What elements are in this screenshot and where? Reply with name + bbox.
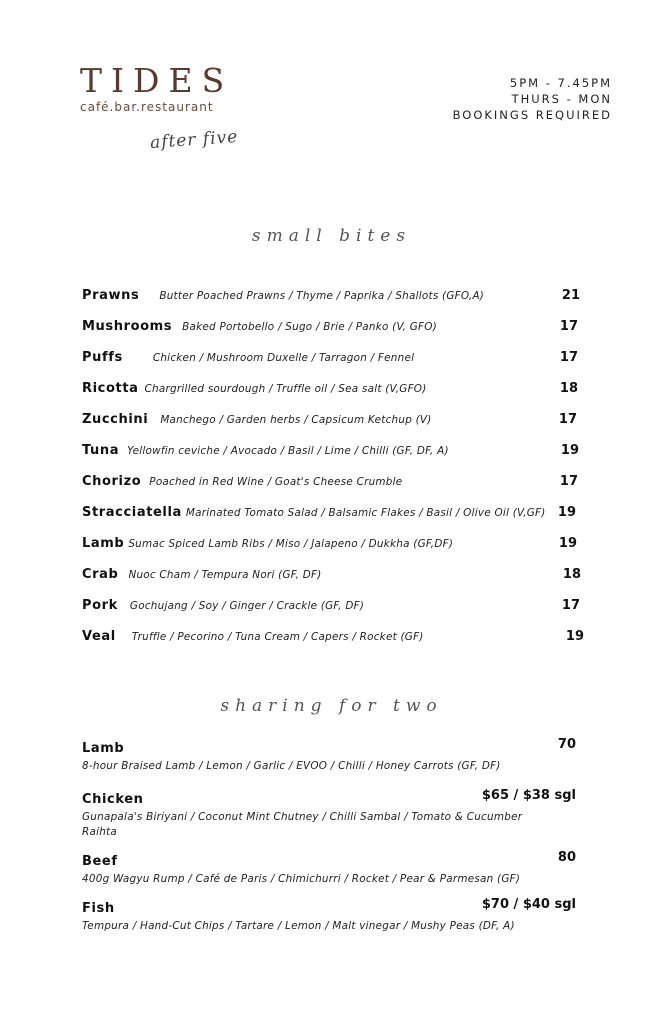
item-description: Nuoc Cham / Tempura Nori (GF, DF) — [128, 569, 322, 581]
item-price: 17 — [559, 474, 578, 489]
opening-hours — [453, 75, 612, 123]
menu-item — [82, 474, 582, 496]
item-name: Chorizo — [82, 474, 142, 489]
sharing-item — [82, 897, 576, 934]
item-name: Lamb — [82, 741, 125, 756]
item-name: Fish — [82, 901, 115, 916]
item-price: $70 / $40 sgl — [481, 897, 576, 912]
item-name: Zucchini — [82, 412, 149, 427]
item-name: Veal — [82, 629, 116, 644]
brand-subtitle: café.bar.restaurant — [80, 100, 214, 114]
item-name: Tuna — [82, 443, 120, 458]
menu-item — [82, 443, 582, 465]
item-description: Chargrilled sourdough / Truffle oil / Sea salt (V,GFO) — [144, 383, 427, 395]
item-description: Gochujang / Soy / Ginger / Crackle (GF, DF) — [129, 600, 365, 612]
item-name: Ricotta — [82, 381, 139, 396]
sharing-item — [82, 850, 576, 887]
item-name: Stracciatella — [82, 505, 182, 520]
menu-item — [82, 319, 582, 341]
item-price: 17 — [561, 598, 580, 613]
brand-logo — [80, 61, 234, 114]
item-price: 80 — [557, 850, 576, 865]
menu-item — [82, 381, 582, 403]
item-name: Chicken — [82, 792, 144, 807]
menu-item — [82, 412, 582, 434]
item-name: Crab — [82, 567, 119, 582]
menu-item — [82, 288, 582, 310]
section-title-sharing: sharing for two — [220, 696, 443, 716]
item-description: Tempura / Hand-Cut Chips / Tartare / Lemon / Malt vinegar / Mushy Peas (DF, A) — [82, 920, 515, 932]
item-description: 8-hour Braised Lamb / Lemon / Garlic / EVOO / Chilli / Honey Carrots (GF, DF) — [82, 760, 501, 772]
brand-name: TIDES — [80, 61, 234, 100]
menu-item — [82, 505, 582, 527]
item-description: Manchego / Garden herbs / Capsicum Ketchup (V) — [160, 414, 432, 426]
menu-item — [82, 536, 582, 558]
item-description: Poached in Red Wine / Goat's Cheese Crumble — [149, 476, 403, 488]
item-price: 21 — [561, 288, 580, 303]
hours-days: THURS - MON — [511, 92, 612, 106]
item-price: 70 — [557, 737, 576, 752]
item-name: Lamb — [82, 536, 125, 551]
sharing-item — [82, 737, 576, 774]
brand-script-tagline: after five — [149, 126, 239, 154]
item-price: 19 — [565, 629, 584, 644]
item-name: Prawns — [82, 288, 140, 303]
item-description: Chicken / Mushroom Duxelle / Tarragon / Fennel — [152, 352, 415, 364]
item-description: 400g Wagyu Rump / Café de Paris / Chimichurri / Rocket / Pear & Parmesan (GF) — [82, 873, 521, 885]
item-price: 18 — [559, 381, 578, 396]
hours-time: 5PM - 7.45PM — [509, 76, 612, 90]
item-description: Sumac Spiced Lamb Ribs / Miso / Jalapeno / Dukkha (GF,DF) — [128, 538, 454, 550]
hours-bookings: BOOKINGS REQUIRED — [452, 108, 612, 122]
item-description: Truffle / Pecorino / Tuna Cream / Capers / Rocket (GF) — [131, 631, 424, 643]
item-description: Butter Poached Prawns / Thyme / Paprika / Shallots (GFO,A) — [159, 290, 485, 302]
item-description: Baked Portobello / Sugo / Brie / Panko (V, GFO) — [182, 321, 438, 333]
item-description: Gunapala's Biriyani / Coconut Mint Chutney / Chilli Sambal / Tomato & Cucumber Raihta — [82, 811, 523, 838]
menu-item — [82, 350, 582, 372]
menu-item — [82, 629, 582, 651]
item-name: Puffs — [82, 350, 123, 365]
item-description: Marinated Tomato Salad / Balsamic Flakes / Basil / Olive Oil (V,GF) — [185, 507, 546, 519]
menu-item — [82, 598, 582, 620]
item-name: Beef — [82, 854, 118, 869]
item-price: 17 — [559, 350, 578, 365]
item-price: 19 — [557, 505, 576, 520]
item-name: Mushrooms — [82, 319, 173, 334]
item-price: 17 — [558, 412, 577, 427]
item-description: Yellowfin ceviche / Avocado / Basil / Lime / Chilli (GF, DF, A) — [127, 445, 449, 457]
item-price: 19 — [560, 443, 579, 458]
menu-item — [82, 567, 582, 589]
section-title-small-bites: small bites — [251, 226, 412, 246]
item-price: 18 — [562, 567, 581, 582]
item-name: Pork — [82, 598, 118, 613]
item-price: $65 / $38 sgl — [481, 788, 576, 803]
item-price: 17 — [559, 319, 578, 334]
sharing-item — [82, 788, 576, 840]
item-price: 19 — [558, 536, 577, 551]
